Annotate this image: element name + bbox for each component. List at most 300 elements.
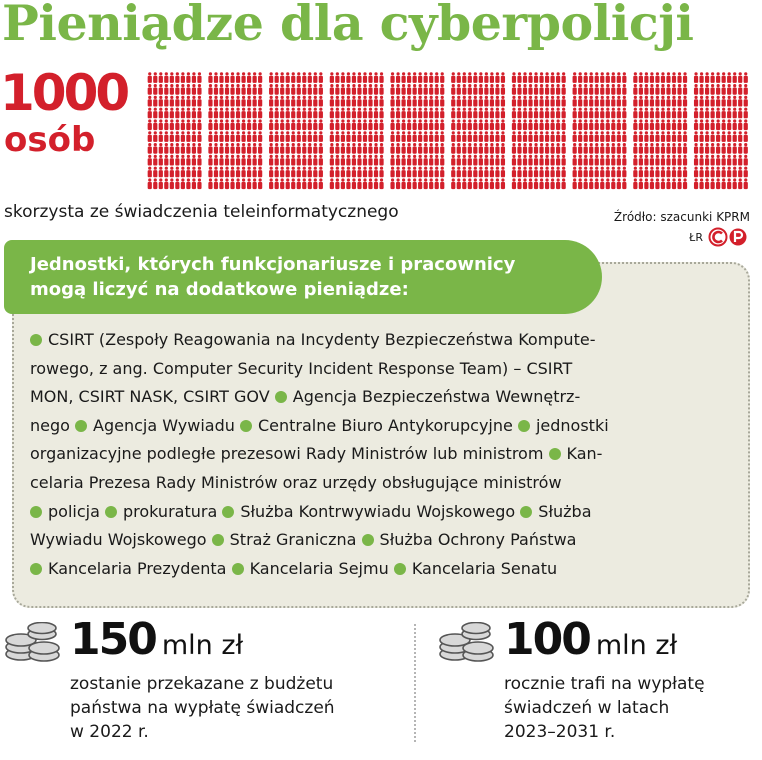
- person-icon: [186, 131, 190, 142]
- person-icon: [148, 96, 152, 107]
- person-icon: [727, 167, 731, 178]
- person-icon: [330, 84, 334, 95]
- person-icon: [225, 143, 229, 154]
- person-icon: [711, 131, 715, 142]
- person-icon: [644, 84, 648, 95]
- person-icon: [368, 72, 372, 83]
- person-icon: [286, 167, 290, 178]
- person-icon: [269, 155, 273, 166]
- person-icon: [175, 96, 179, 107]
- person-icon: [330, 167, 334, 178]
- person-icon: [424, 119, 428, 130]
- person-icon: [484, 155, 488, 166]
- person-icon: [578, 119, 582, 130]
- person-icon: [611, 108, 615, 119]
- person-icon: [396, 108, 400, 119]
- person-icon: [175, 84, 179, 95]
- person-icon: [606, 72, 610, 83]
- person-icon: [484, 108, 488, 119]
- person-icon: [523, 119, 527, 130]
- person-icon: [545, 167, 549, 178]
- person-icon: [722, 96, 726, 107]
- person-icon: [727, 131, 731, 142]
- person-icon: [694, 72, 698, 83]
- person-icon: [175, 131, 179, 142]
- person-icon: [164, 131, 168, 142]
- person-icon: [208, 178, 212, 189]
- person-icon: [390, 108, 394, 119]
- person-icon: [501, 96, 505, 107]
- person-icon: [589, 119, 593, 130]
- person-icon: [462, 96, 466, 107]
- person-icon: [727, 143, 731, 154]
- person-icon: [275, 72, 279, 83]
- person-icon: [390, 72, 394, 83]
- person-icon: [181, 167, 185, 178]
- stat-desc-line: świadczeń w latach: [504, 698, 670, 718]
- person-icon: [633, 108, 637, 119]
- person-icon: [539, 143, 543, 154]
- person-icon: [341, 84, 345, 95]
- person-icon: [539, 119, 543, 130]
- person-icon: [170, 84, 174, 95]
- person-icon: [253, 108, 257, 119]
- person-icon: [666, 155, 670, 166]
- person-icon: [517, 96, 521, 107]
- person-icon: [528, 84, 532, 95]
- person-icon: [683, 131, 687, 142]
- person-icon: [335, 96, 339, 107]
- person-icon: [440, 155, 444, 166]
- person-icon: [462, 143, 466, 154]
- person-icon: [253, 131, 257, 142]
- person-icon: [705, 143, 709, 154]
- person-icon: [534, 143, 538, 154]
- person-icon: [655, 167, 659, 178]
- person-icon: [551, 131, 555, 142]
- person-icon: [286, 84, 290, 95]
- person-icon: [523, 72, 527, 83]
- person-icon: [468, 155, 472, 166]
- person-icon: [727, 108, 731, 119]
- unit-name: rowego, z ang. Computer Security Incident Response Team) – CSIRT: [30, 358, 573, 378]
- person-icon: [705, 178, 709, 189]
- person-icon: [357, 167, 361, 178]
- person-icon: [153, 131, 157, 142]
- person-icon: [170, 108, 174, 119]
- person-icon: [297, 167, 301, 178]
- person-icon: [468, 84, 472, 95]
- person-icon: [562, 96, 566, 107]
- person-icon: [148, 72, 152, 83]
- person-icon: [435, 143, 439, 154]
- person-icon: [457, 119, 461, 130]
- person-icon: [330, 119, 334, 130]
- person-icon: [501, 119, 505, 130]
- person-icon: [335, 108, 339, 119]
- person-icon: [633, 72, 637, 83]
- person-icon: [639, 178, 643, 189]
- person-icon: [192, 119, 196, 130]
- person-icon: [622, 84, 626, 95]
- person-icon: [219, 84, 223, 95]
- person-icon: [148, 143, 152, 154]
- person-icon: [699, 96, 703, 107]
- person-icon: [528, 96, 532, 107]
- person-icon: [197, 143, 201, 154]
- person-icon: [589, 131, 593, 142]
- person-icon: [429, 84, 433, 95]
- bullet-dot-icon: [232, 563, 244, 575]
- person-icon: [539, 155, 543, 166]
- person-icon: [699, 119, 703, 130]
- person-icon: [462, 119, 466, 130]
- person-icon: [545, 131, 549, 142]
- person-icon: [346, 119, 350, 130]
- person-icon: [302, 108, 306, 119]
- person-icon: [617, 108, 621, 119]
- person-icon: [308, 96, 312, 107]
- person-icon: [744, 84, 748, 95]
- person-icon: [556, 131, 560, 142]
- person-icon: [424, 178, 428, 189]
- person-icon: [302, 131, 306, 142]
- person-icon: [644, 167, 648, 178]
- person-icon: [528, 178, 532, 189]
- person-icon: [341, 167, 345, 178]
- person-icon: [578, 143, 582, 154]
- person-icon: [418, 119, 422, 130]
- person-icon: [258, 131, 262, 142]
- person-icon: [440, 178, 444, 189]
- person-icon: [280, 84, 284, 95]
- person-icon: [716, 143, 720, 154]
- person-icon: [291, 143, 295, 154]
- person-icon: [313, 119, 317, 130]
- person-icon: [633, 84, 637, 95]
- person-icon: [429, 119, 433, 130]
- person-icon: [159, 72, 163, 83]
- person-icon: [241, 143, 245, 154]
- person-icon: [556, 96, 560, 107]
- person-icon: [192, 155, 196, 166]
- person-icon: [390, 119, 394, 130]
- person-icon: [589, 84, 593, 95]
- person-icon: [639, 119, 643, 130]
- person-icon: [341, 119, 345, 130]
- person-icon: [357, 84, 361, 95]
- stat-desc-line: rocznie trafi na wypłatę: [504, 674, 705, 694]
- person-icon: [175, 178, 179, 189]
- units-list: [30, 326, 744, 583]
- person-icon: [186, 84, 190, 95]
- person-icon: [402, 155, 406, 166]
- person-icon: [495, 108, 499, 119]
- person-icon: [617, 96, 621, 107]
- person-icon: [644, 72, 648, 83]
- person-icon: [479, 167, 483, 178]
- person-icon: [418, 143, 422, 154]
- stat-description-2023-2031: [504, 672, 705, 744]
- person-icon: [528, 155, 532, 166]
- person-icon: [407, 96, 411, 107]
- person-icon: [258, 143, 262, 154]
- person-icon: [666, 167, 670, 178]
- person-icon: [352, 167, 356, 178]
- person-icon: [595, 131, 599, 142]
- person-icon: [236, 96, 240, 107]
- person-icon: [435, 84, 439, 95]
- person-icon: [357, 155, 361, 166]
- person-icon: [545, 96, 549, 107]
- person-icon: [241, 72, 245, 83]
- person-icon: [413, 108, 417, 119]
- person-icon: [170, 119, 174, 130]
- person-icon: [617, 167, 621, 178]
- person-icon: [230, 96, 234, 107]
- person-icon: [573, 108, 577, 119]
- person-icon: [451, 72, 455, 83]
- person-icon: [341, 108, 345, 119]
- person-icon: [716, 167, 720, 178]
- person-icon: [308, 143, 312, 154]
- person-icon: [208, 143, 212, 154]
- person-icon: [208, 72, 212, 83]
- person-icon: [551, 119, 555, 130]
- person-icon: [335, 72, 339, 83]
- person-icon: [523, 131, 527, 142]
- person-icon: [733, 167, 737, 178]
- person-icon: [170, 155, 174, 166]
- person-icon: [479, 84, 483, 95]
- person-icon: [473, 119, 477, 130]
- person-icon: [468, 143, 472, 154]
- person-icon: [699, 178, 703, 189]
- person-icon: [556, 84, 560, 95]
- person-icon: [219, 108, 223, 119]
- person-icon: [170, 178, 174, 189]
- person-icon: [286, 72, 290, 83]
- person-icon: [473, 155, 477, 166]
- person-icon: [683, 108, 687, 119]
- person-icon: [727, 84, 731, 95]
- person-icon: [413, 178, 417, 189]
- person-icon: [457, 167, 461, 178]
- person-icon: [600, 96, 604, 107]
- person-icon: [501, 143, 505, 154]
- person-icon: [236, 119, 240, 130]
- person-icon: [534, 108, 538, 119]
- person-icon: [181, 131, 185, 142]
- person-icon: [402, 72, 406, 83]
- person-icon: [556, 108, 560, 119]
- person-icon: [738, 108, 742, 119]
- person-icon: [622, 167, 626, 178]
- author-initials: ŁR: [689, 230, 703, 244]
- person-icon: [230, 178, 234, 189]
- person-icon: [512, 178, 516, 189]
- person-icon: [462, 155, 466, 166]
- person-icon: [368, 119, 372, 130]
- person-icon: [683, 178, 687, 189]
- person-icon: [440, 119, 444, 130]
- person-icon: [551, 108, 555, 119]
- person-icon: [650, 119, 654, 130]
- person-icon: [606, 143, 610, 154]
- person-icon: [440, 143, 444, 154]
- person-icon: [330, 72, 334, 83]
- person-icon: [622, 72, 626, 83]
- person-icon: [528, 167, 532, 178]
- person-icon: [247, 178, 251, 189]
- person-icon: [407, 131, 411, 142]
- person-icon: [297, 131, 301, 142]
- person-icon: [418, 178, 422, 189]
- person-icon: [286, 119, 290, 130]
- person-icon: [451, 143, 455, 154]
- person-icon: [534, 84, 538, 95]
- person-icon: [611, 119, 615, 130]
- person-icon: [286, 131, 290, 142]
- person-icon: [308, 167, 312, 178]
- person-icon: [407, 119, 411, 130]
- units-list-line: [30, 526, 744, 555]
- person-icon: [313, 143, 317, 154]
- person-icon: [699, 143, 703, 154]
- person-icon: [186, 72, 190, 83]
- person-icon: [280, 72, 284, 83]
- person-icon: [197, 167, 201, 178]
- person-icon: [192, 143, 196, 154]
- person-icon: [716, 131, 720, 142]
- person-icon: [501, 84, 505, 95]
- bullet-dot-icon: [362, 534, 374, 546]
- person-icon: [584, 108, 588, 119]
- person-icon: [490, 84, 494, 95]
- person-icon: [655, 178, 659, 189]
- person-icon: [650, 143, 654, 154]
- person-icon: [517, 178, 521, 189]
- person-icon: [219, 119, 223, 130]
- person-icon: [170, 96, 174, 107]
- person-icon: [258, 155, 262, 166]
- stats-divider: [414, 624, 416, 742]
- person-icon: [341, 143, 345, 154]
- person-icon: [551, 96, 555, 107]
- person-icon: [600, 167, 604, 178]
- person-icon: [308, 155, 312, 166]
- person-icon: [197, 155, 201, 166]
- person-icon: [241, 131, 245, 142]
- person-icon: [639, 131, 643, 142]
- person-icon: [313, 84, 317, 95]
- unit-name: policja: [48, 501, 100, 521]
- coin-stack-icon: [438, 622, 496, 662]
- person-icon: [744, 108, 748, 119]
- person-icon: [600, 84, 604, 95]
- person-icon: [473, 108, 477, 119]
- bullet-dot-icon: [212, 534, 224, 546]
- person-icon: [716, 178, 720, 189]
- person-icon: [335, 84, 339, 95]
- person-icon: [611, 84, 615, 95]
- person-icon: [694, 178, 698, 189]
- person-icon: [186, 155, 190, 166]
- units-list-line: [30, 469, 744, 498]
- person-icon: [153, 143, 157, 154]
- stat-description-2022: [70, 672, 335, 744]
- person-icon: [495, 96, 499, 107]
- person-icon: [341, 155, 345, 166]
- person-icon: [484, 96, 488, 107]
- person-icon: [606, 119, 610, 130]
- person-icon: [517, 131, 521, 142]
- person-icon: [716, 155, 720, 166]
- person-icon: [286, 178, 290, 189]
- person-icon: [633, 178, 637, 189]
- person-icon: [269, 119, 273, 130]
- person-icon: [578, 131, 582, 142]
- person-icon: [418, 167, 422, 178]
- person-icon: [595, 96, 599, 107]
- person-icon: [390, 178, 394, 189]
- person-icon: [490, 178, 494, 189]
- person-icon: [225, 72, 229, 83]
- person-icon: [744, 119, 748, 130]
- person-icon: [451, 84, 455, 95]
- person-icon: [490, 143, 494, 154]
- person-icon: [738, 96, 742, 107]
- person-icon: [374, 84, 378, 95]
- person-icon: [584, 84, 588, 95]
- stat-amount-2023-2031: [504, 614, 677, 665]
- person-icon: [479, 155, 483, 166]
- stat-desc-line: 2023–2031 r.: [504, 722, 616, 742]
- person-icon: [352, 131, 356, 142]
- person-icon: [699, 108, 703, 119]
- person-icon: [153, 155, 157, 166]
- person-icon: [181, 96, 185, 107]
- person-icon: [556, 72, 560, 83]
- person-icon: [258, 119, 262, 130]
- person-icon: [440, 167, 444, 178]
- person-icon: [501, 178, 505, 189]
- unit-name: Kancelaria Prezydenta: [48, 558, 227, 578]
- person-icon: [363, 167, 367, 178]
- person-icon: [578, 108, 582, 119]
- person-icon: [727, 155, 731, 166]
- person-icon: [562, 155, 566, 166]
- person-icon: [738, 143, 742, 154]
- person-icon: [501, 131, 505, 142]
- person-icon: [722, 119, 726, 130]
- person-icon: [269, 143, 273, 154]
- person-icon: [363, 143, 367, 154]
- person-icon: [644, 108, 648, 119]
- person-icon: [159, 131, 163, 142]
- person-icon: [617, 119, 621, 130]
- person-icon: [269, 167, 273, 178]
- person-icon: [280, 108, 284, 119]
- person-icon: [512, 96, 516, 107]
- person-icon: [562, 178, 566, 189]
- person-icon: [551, 167, 555, 178]
- person-icon: [722, 143, 726, 154]
- units-list-line: [30, 555, 744, 584]
- units-list-line: [30, 498, 744, 527]
- person-icon: [711, 167, 715, 178]
- person-icon: [308, 72, 312, 83]
